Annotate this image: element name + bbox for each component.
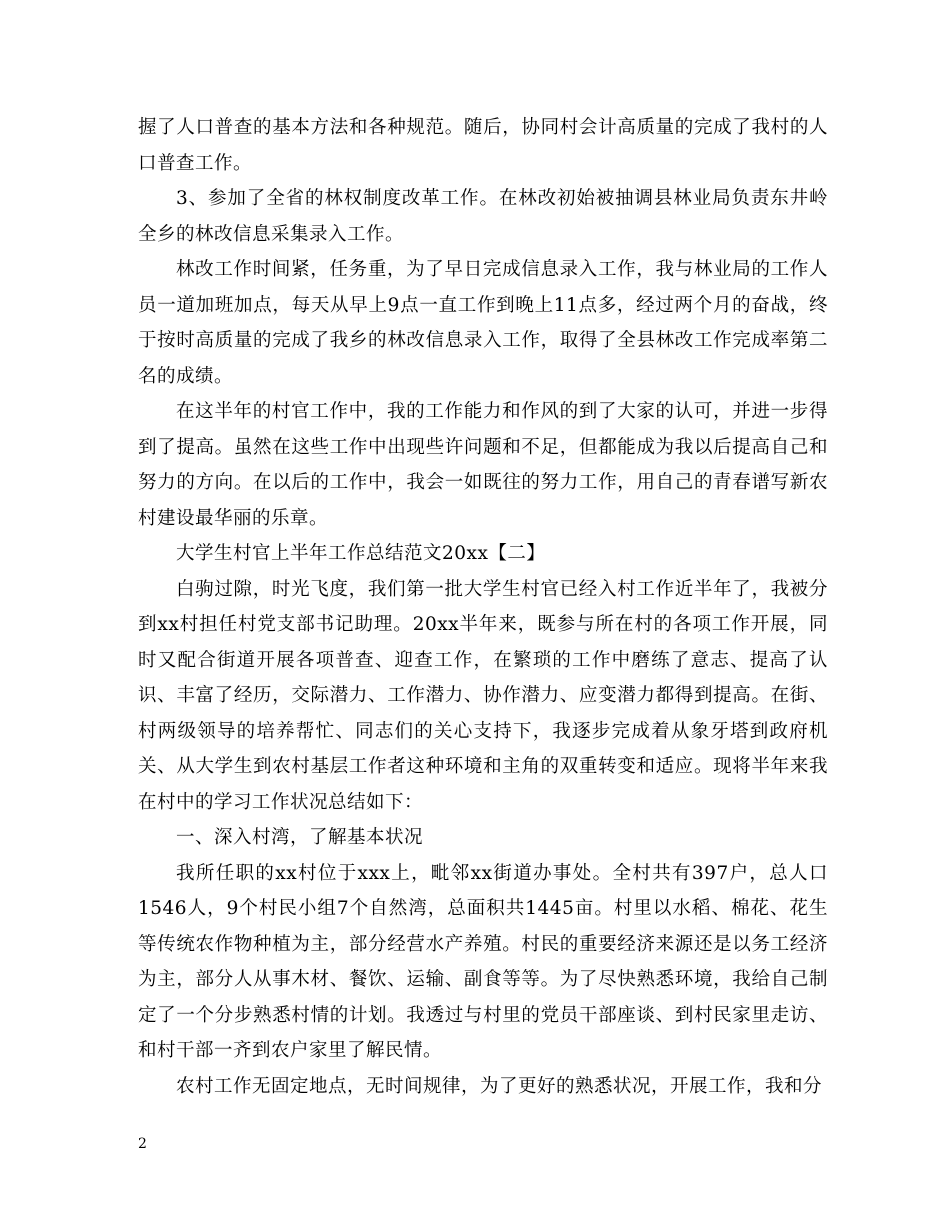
page-number: 2 <box>138 1136 147 1152</box>
paragraph-8: 我所任职的xx村位于xxx上，毗邻xx街道办事处。全村共有397户，总人口1546人，9个村民小组7个自然湾，总面积共1445亩。村里以水稻、棉花、花生等传统农作物种植为主，部分经营水产养殖。村民的重要经济来源还是以务工经济为主，部分人从事木材、餐饮、运输、副食等等。为了尽快熟悉环境，我给自己制定了一个分步熟悉村情的计划。我透过与村里的党员干部座谈、到村民家里走访、和村干部一齐到农户家里了解民情。 <box>138 862 828 1061</box>
paragraph-1: 握了人口普查的基本方法和各种规范。随后，协同村会计高质量的完成了我村的人口普查工作。 <box>138 117 828 174</box>
section-heading-2: 大学生村官上半年工作总结范文20xx【二】 <box>176 543 546 564</box>
paragraph-3: 林改工作时间紧，任务重，为了早日完成信息录入工作，我与林业局的工作人员一道加班加点，每天从早上9点一直工作到晚上11点多，经过两个月的奋战，终于按时高质量的完成了我乡的林改信息录入工作，取得了全县林改工作完成率第二名的成绩。 <box>138 259 828 387</box>
paragraph-2: 3、参加了全省的林权制度改革工作。在林改初始被抽调县林业局负责东井岭全乡的林改信息采集录入工作。 <box>138 188 828 245</box>
subsection-heading-1: 一、深入村湾，了解基本状况 <box>176 827 424 848</box>
document-body <box>138 110 828 1104</box>
paragraph-9: 农村工作无固定地点，无时间规律，为了更好的熟悉状况，开展工作，我和分 <box>176 1075 823 1097</box>
paragraph-4: 在这半年的村官工作中，我的工作能力和作风的到了大家的认可，并进一步得到了提高。虽然在这些工作中出现些许问题和不足，但都能成为我以后提高自己和努力的方向。在以后的工作中，我会一如既往的努力工作，用自己的青春谱写新农村建设最华丽的乐章。 <box>138 401 828 529</box>
paragraph-6: 白驹过隙，时光飞度，我们第一批大学生村官已经入村工作近半年了，我被分到xx村担任村党支部书记助理。20xx半年来，既参与所在村的各项工作开展，同时又配合街道开展各项普查、迎查工作，在繁琐的工作中磨练了意志、提高了认识、丰富了经历，交际潜力、工作潜力、协作潜力、应变潜力都得到提高。在街、村两级领导的培养帮忙、同志们的关心支持下，我逐步完成着从象牙塔到政府机关、从大学生到农村基层工作者这种环境和主角的双重转变和适应。现将半年来我在村中的学习工作状况总结如下： <box>138 578 828 813</box>
